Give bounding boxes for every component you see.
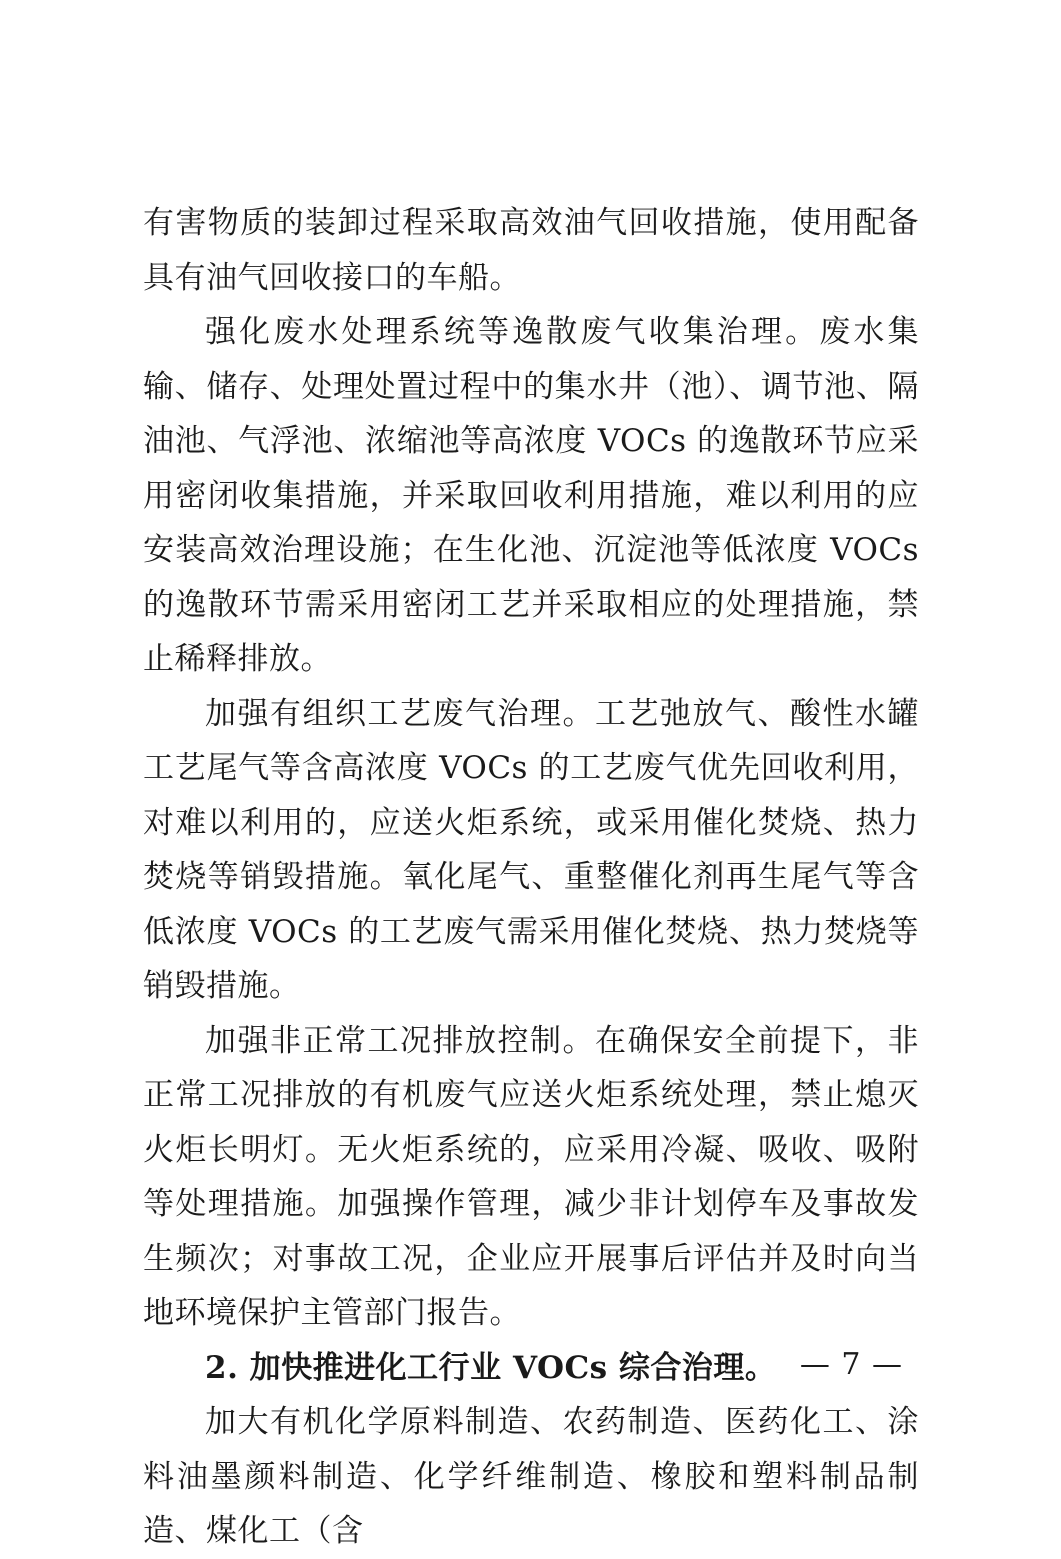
paragraph-chemical-industry: 加大有机化学原料制造、农药制造、医药化工、涂料油墨颜料制造、化学纤维制造、橡胶和塑料制品制造、煤化工（含 xyxy=(143,1404,919,1549)
section-heading: 2. 加快推进化工行业 VOCs 综合治理。 xyxy=(205,1349,777,1386)
paragraph-process-exhaust: 加强有组织工艺废气治理。工艺弛放气、酸性水罐工艺尾气等含高浓度 VOCs 的工艺废气优先回收利用，对难以利用的，应送火炬系统，或采用催化焚烧、热力焚烧等销毁措施。氧化尾气、重整催化剂再生尾气等含低浓度 VOCs 的工艺废气需采用催化焚烧、热力焚烧等销毁措施。 xyxy=(143,695,919,1004)
page-number: — 7 — xyxy=(799,1347,903,1382)
paragraph-abnormal-conditions: 加强非正常工况排放控制。在确保安全前提下，非正常工况排放的有机废气应送火炬系统处理，禁止熄灭火炬长明灯。无火炬系统的，应采用冷凝、吸收、吸附等处理措施。加强操作管理，减少非计划停车及事故发生频次；对事故工况，企业应开展事后评估并及时向当地环境保护主管部门报告。 xyxy=(143,1022,919,1331)
paragraph-continuation: 有害物质的装卸过程采取高效油气回收措施，使用配备具有油气回收接口的车船。 xyxy=(143,205,919,296)
paragraph-wastewater: 强化废水处理系统等逸散废气收集治理。废水集输、储存、处理处置过程中的集水井（池）、调节池、隔油池、气浮池、浓缩池等高浓度 VOCs 的逸散环节应采用密闭收集措施，并采取回收利用措施，难以利用的应安装高效治理设施；在生化池、沉淀池等低浓度 VOCs 的逸散环节需采用密闭工艺并采取相应的处理措施，禁止稀释排放。 xyxy=(143,314,919,677)
